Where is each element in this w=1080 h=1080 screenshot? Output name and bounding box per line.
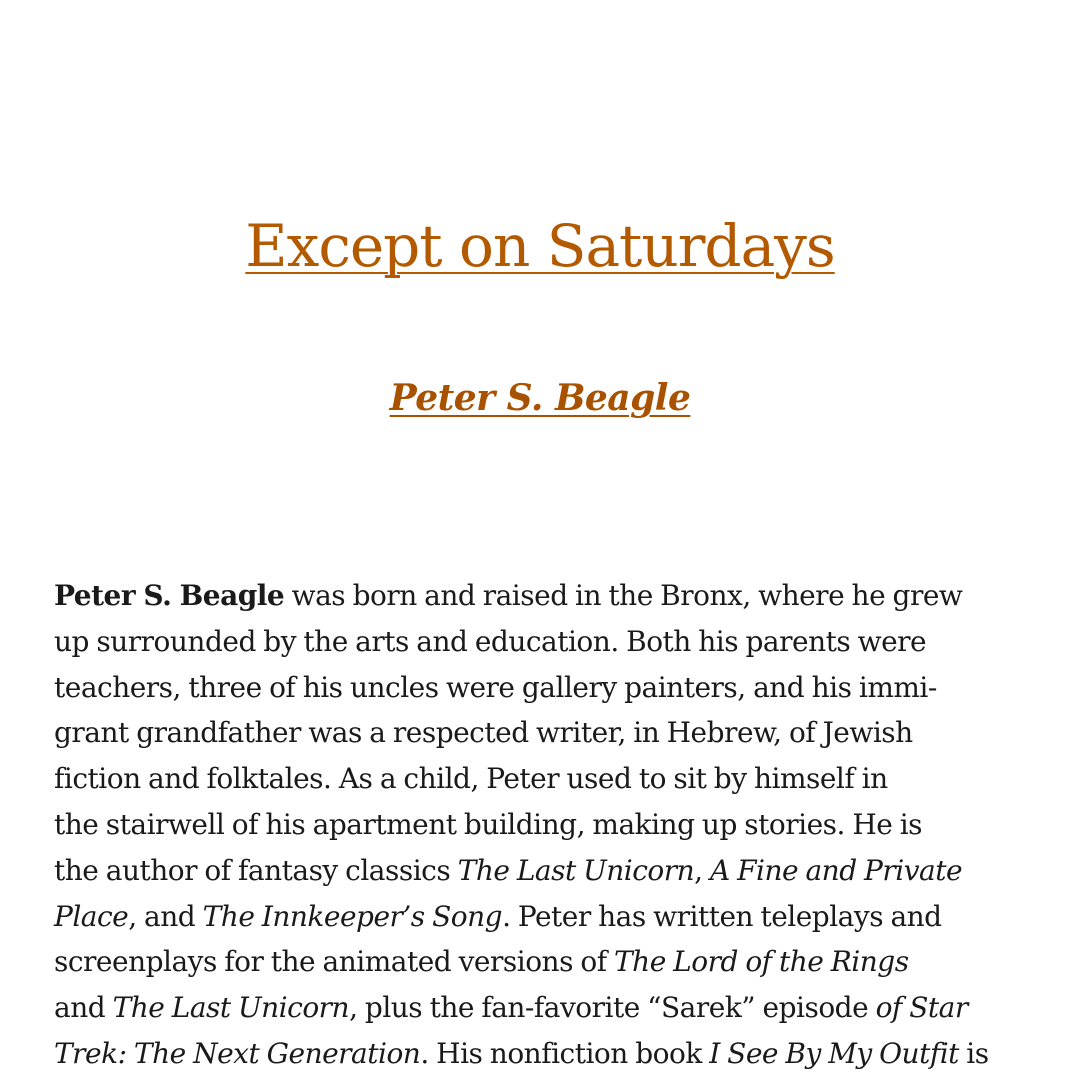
bio-line: up surrounded by the arts and education. Both his parents were: [54, 624, 927, 658]
title-star-trek-cont: Trek: The Next Generation: [54, 1036, 421, 1070]
book-title-last-unicorn: The Last Unicorn: [457, 853, 695, 887]
bio-line: [54, 848, 1014, 894]
bio-author-name: Peter S. Beagle: [54, 579, 285, 612]
bio-text: and: [54, 991, 113, 1025]
bio-text: is: [958, 1036, 989, 1070]
author-bio-paragraph: [54, 573, 1014, 1077]
book-title-innkeepers-song: The Innkeeper’s Song: [202, 899, 503, 933]
title-last-unicorn-film: The Last Unicorn: [112, 991, 350, 1025]
author-name-link[interactable]: Peter S. Beagle: [389, 377, 691, 419]
bio-line: grant grandfather was a respected writer, in Hebrew, of Jewish: [54, 716, 913, 750]
bio-text: . Peter has written teleplays and: [502, 899, 942, 933]
story-title: [0, 206, 1080, 286]
bio-text: , plus the fan-favorite “Sarek” episode: [349, 991, 876, 1025]
title-star-trek: of Star: [875, 991, 968, 1025]
bio-text: the author of fantasy classics: [54, 853, 458, 887]
bio-line: fiction and folktales. As a child, Peter used to sit by himself in: [54, 762, 888, 796]
bio-line: [54, 573, 1014, 619]
bio-text: ,: [694, 853, 710, 887]
bio-text: was born and raised in the Bronx, where he grew: [284, 579, 963, 612]
bio-line: the stairwell of his apartment building, making up stories. He is: [54, 807, 923, 841]
book-title-fine-private-place-cont: Place: [54, 899, 129, 933]
bio-line: [54, 1031, 1014, 1077]
bio-text: , and: [128, 899, 203, 933]
bio-line: [54, 939, 1014, 985]
bio-line: [54, 894, 1014, 940]
story-author: [0, 370, 1080, 426]
story-title-link[interactable]: Except on Saturdays: [245, 212, 835, 280]
title-lord-of-the-rings: The Lord of the Rings: [613, 945, 909, 979]
book-title-fine-private-place: A Fine and Private: [709, 853, 963, 887]
bio-line: teachers, three of his uncles were gallery painters, and his immi-: [54, 670, 937, 704]
bio-line: [54, 985, 1014, 1031]
bio-text: screenplays for the animated versions of: [54, 945, 614, 979]
book-title-i-see-by-my-outfit: I See By My Outfit: [709, 1036, 959, 1070]
bio-text: . His nonfiction book: [420, 1036, 710, 1070]
